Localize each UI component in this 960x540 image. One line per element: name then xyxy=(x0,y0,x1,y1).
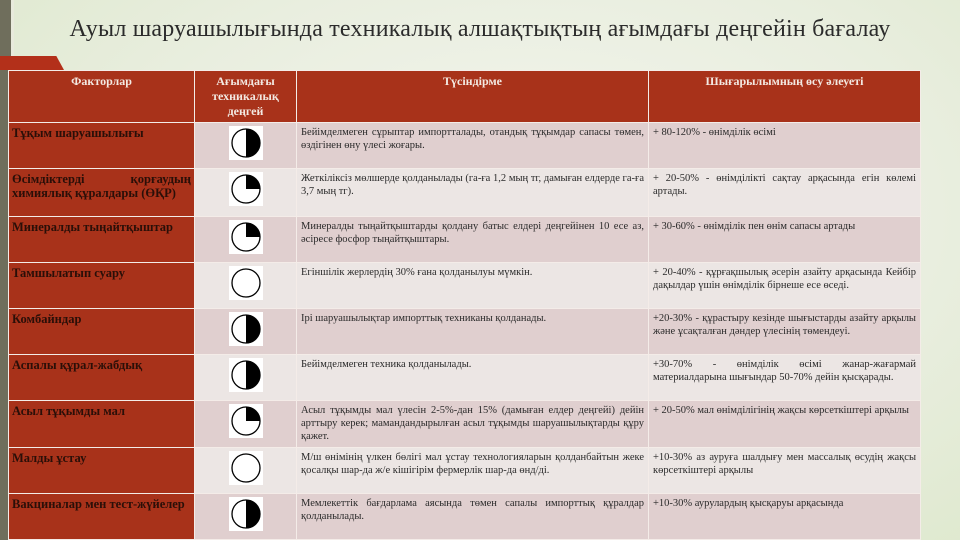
factor-cell: Асыл тұқымды мал xyxy=(9,401,195,448)
header-level: Ағымдағы техникалық деңгей xyxy=(195,71,297,123)
table-row xyxy=(9,217,921,263)
half-filled-circle-icon xyxy=(229,312,263,346)
table-row xyxy=(9,494,921,540)
half-filled-circle-icon xyxy=(229,497,263,531)
potential-cell: + 80-120% - өнімділік өсімі xyxy=(649,123,921,169)
empty-circle-icon xyxy=(229,266,263,300)
table-row xyxy=(9,448,921,494)
factor-cell: Аспалы құрал-жабдық xyxy=(9,355,195,401)
level-cell xyxy=(195,309,297,355)
slide-title: Ауыл шаруашылығында техникалық алшақтықтың ағымдағы деңгейін бағалау xyxy=(69,16,891,42)
level-cell xyxy=(195,448,297,494)
factor-cell: Өсімдіктерді қорғаудың химиялық құралдары (ӨҚР) xyxy=(9,169,195,217)
level-cell xyxy=(195,217,297,263)
empty-circle-icon xyxy=(229,451,263,485)
level-cell xyxy=(195,355,297,401)
explanation-cell: Бейімделмеген сұрыптар импортталады, отандық тұқымдар сапасы төмен, өздігінен өну үлесі жоғары. xyxy=(297,123,649,169)
table-row xyxy=(9,309,921,355)
table-row xyxy=(9,355,921,401)
explanation-cell: Мемлекеттік бағдарлама аясында төмен сапалы импорттық құралдар қолданылады. xyxy=(297,494,649,540)
technical-gap-table xyxy=(8,70,921,540)
level-cell xyxy=(195,401,297,448)
corner-ribbon xyxy=(0,56,64,70)
potential-cell: + 20-50% мал өнімділігінің жақсы көрсеткіштері арқылы xyxy=(649,401,921,448)
potential-cell: +10-30% аурулардың қысқаруы арқасында xyxy=(649,494,921,540)
factor-cell: Тамшылатып суару xyxy=(9,263,195,309)
explanation-cell: Бейімделмеген техника қолданылады. xyxy=(297,355,649,401)
explanation-cell: Жеткіліксіз мөлшерде қолданылады (га-ға 1,2 мың тг, дамыған елдерде га-ға 3,7 мың тг). xyxy=(297,169,649,217)
table-header-row xyxy=(9,71,921,123)
potential-cell: + 30-60% - өнімділік пен өнім сапасы артады xyxy=(649,217,921,263)
table-row xyxy=(9,169,921,217)
potential-cell: +30-70% - өнімділік өсімі жанар-жағармай материалдарына шығындар 50-70% дейін қысқарады. xyxy=(649,355,921,401)
factor-cell: Минералды тыңайтқыштар xyxy=(9,217,195,263)
quarter-filled-circle-icon xyxy=(229,404,263,438)
header-explanation: Түсіндірме xyxy=(297,71,649,123)
level-cell xyxy=(195,494,297,540)
factor-cell: Вакциналар мен тест-жүйелер xyxy=(9,494,195,540)
quarter-filled-circle-icon xyxy=(229,220,263,254)
level-cell xyxy=(195,169,297,217)
explanation-cell: М/ш өнімінің үлкен бөлігі мал ұстау технологияларын қолданбайтын жеке қосалқы шар-да ж/е кішігірім фермерлік шар-да өнд/ді. xyxy=(297,448,649,494)
header-factors: Факторлар xyxy=(9,71,195,123)
table-row xyxy=(9,263,921,309)
half-filled-circle-icon xyxy=(229,358,263,392)
potential-cell: +10-30% аз ауруға шалдығу мен массалық өсудің жақсы көрсеткіштері арқылы xyxy=(649,448,921,494)
level-cell xyxy=(195,123,297,169)
level-cell xyxy=(195,263,297,309)
table-row xyxy=(9,401,921,448)
factor-cell: Малды ұстау xyxy=(9,448,195,494)
potential-cell: +20-30% - құрастыру кезінде шығыстарды азайту арқылы және ұсақталған дәндер үлесінің төмендеуі. xyxy=(649,309,921,355)
potential-cell: + 20-40% - құрғақшылық әсерін азайту арқасында Кейбір дақылдар үшін өнімділік бірнеше есе өседі. xyxy=(649,263,921,309)
factor-cell: Комбайндар xyxy=(9,309,195,355)
table-row xyxy=(9,123,921,169)
half-filled-circle-icon xyxy=(229,126,263,160)
potential-cell: + 20-50% - өнімділікті сақтау арқасында егін көлемі артады. xyxy=(649,169,921,217)
factor-cell: Тұқым шаруашылығы xyxy=(9,123,195,169)
explanation-cell: Ірі шаруашылықтар импорттық техниканы қолданады. xyxy=(297,309,649,355)
explanation-cell: Минералды тыңайтқыштарды қолдану батыс елдері деңгейінен 10 есе аз, әсіресе фосфор тыңайтқыштары. xyxy=(297,217,649,263)
header-potential: Шығарылымның өсу әлеуеті xyxy=(649,71,921,123)
quarter-filled-circle-icon xyxy=(229,172,263,206)
explanation-cell: Егіншілік жерлердің 30% ғана қолданылуы мүмкін. xyxy=(297,263,649,309)
explanation-cell: Асыл тұқымды мал үлесін 2-5%-дан 15% (дамыған елдер деңгейі) дейін арттыру керек; мамандандырылған асыл тұқымды шаруашылықтарды құру қажет. xyxy=(297,401,649,448)
